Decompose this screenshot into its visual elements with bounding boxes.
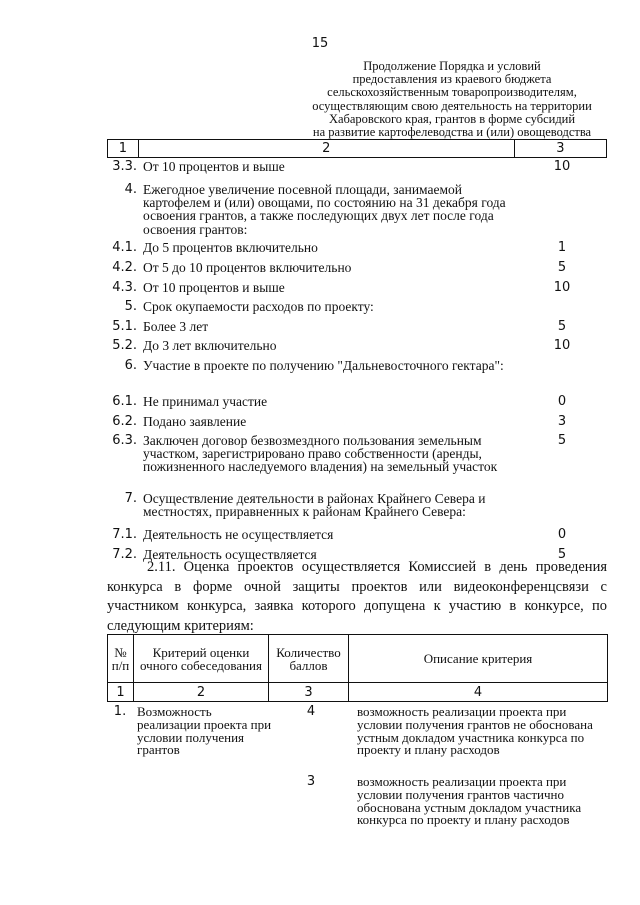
table-row — [107, 241, 607, 261]
header-line: на развитие картофелеводства и (или) овощеводства — [312, 125, 592, 140]
row-text: От 10 процентов и выше — [143, 159, 285, 174]
row-text: Срок окупаемости расходов по проекту: — [143, 299, 374, 314]
header-line: сельскохозяйственным товаропроизводителям, — [327, 85, 577, 100]
column-number: 3 — [269, 683, 349, 702]
row-text: От 5 до 10 процентов включительно — [143, 260, 352, 275]
header-cell-description: Описание критерия — [349, 635, 608, 683]
row-score: 3 — [306, 774, 316, 789]
row-score: 10 — [553, 159, 571, 174]
row-text: Более 3 лет — [143, 319, 209, 334]
table-row — [107, 339, 607, 359]
row-number: 5.2. — [112, 338, 137, 353]
header-line: Хабаровского края, грантов в форме субсидий — [328, 111, 576, 126]
row-number: 7.1. — [112, 527, 137, 542]
row-text: Подано заявление — [143, 414, 247, 429]
row-number: 6.3. — [112, 433, 137, 448]
row-text: Участие в проекте по получению "Дальневосточного гектара": — [143, 358, 504, 373]
row-score: 0 — [557, 394, 567, 409]
row-number: 3.3. — [112, 159, 137, 174]
row-score: 5 — [557, 260, 567, 275]
column-number: 3 — [514, 140, 606, 158]
header-line: осуществляющим свою деятельность на территории — [312, 98, 592, 113]
interview-criteria-table-header — [107, 634, 608, 702]
row-number: 7.2. — [112, 547, 137, 562]
table-row — [107, 776, 607, 827]
row-description: возможность реализации проекта при условии получения грантов не обоснована устным докладом участника конкурса по проекту и плану расходов — [357, 704, 593, 758]
row-text: Деятельность осуществляется — [143, 547, 317, 562]
header-line: Продолжение Порядка и условий — [363, 59, 541, 73]
paragraph-2-11: 2.11. Оценка проектов осуществляется Комиссией в день проведения конкурса в форме очной защиты проектов или видеоконференцсвязи с участником конкурса, заявка которого допущена к участию в конкурсе, по следующим критериям: — [107, 559, 607, 634]
table-row — [107, 359, 607, 391]
row-number: 4. — [124, 182, 137, 197]
row-text: Осуществление деятельности в районах Крайнего Севера и местностях, приравненных к районам Крайнего Севера: — [143, 491, 486, 520]
table-row — [107, 524, 607, 548]
row-text: От 10 процентов и выше — [143, 280, 285, 295]
row-score: 1 — [557, 240, 567, 255]
header-line: предоставления из краевого бюджета — [352, 72, 552, 87]
header-cell-score: Количество баллов — [269, 635, 349, 683]
table-row — [107, 320, 607, 339]
column-number: 1 — [108, 140, 139, 158]
row-score: 5 — [557, 433, 567, 448]
row-number: 1. — [113, 704, 127, 719]
header-cell-criterion: Критерий оценки очного собеседования — [134, 635, 269, 683]
row-number: 4.1. — [112, 240, 137, 255]
table-row — [107, 706, 607, 776]
continuation-header — [302, 60, 602, 139]
row-text: До 3 лет включительно — [143, 338, 277, 353]
row-score: 5 — [557, 547, 567, 562]
criteria-table-body — [107, 160, 607, 568]
row-number: 5. — [124, 299, 137, 314]
row-number: 6.1. — [112, 394, 137, 409]
row-number: 5.1. — [112, 319, 137, 334]
row-description: возможность реализации проекта при условии получения грантов частично обоснована устным докладом участника конкурса по проекту и плану расходов — [357, 774, 582, 828]
row-score: 10 — [553, 338, 571, 353]
row-text: Не принимал участие — [143, 394, 268, 409]
table-row — [107, 160, 607, 179]
table-row — [107, 391, 607, 415]
row-text: До 5 процентов включительно — [143, 240, 318, 255]
table-row — [107, 415, 607, 434]
row-score: 0 — [557, 527, 567, 542]
row-text: Заключен договор безвозмездного пользования земельным участком, зарегистрировано право собственности (аренды, пожизненного наследуемого владения) на земельный участок — [143, 433, 498, 475]
header-cell-number: № п/п — [108, 635, 134, 683]
row-number: 6. — [124, 358, 137, 373]
row-number: 4.2. — [112, 260, 137, 275]
criteria-table-header — [107, 139, 607, 158]
interview-criteria-table-body — [107, 706, 607, 827]
row-text: Ежегодное увеличение посевной площади, занимаемой картофелем и (или) овощами, по состоянию на 31 декабря года освоения грантов, а также последующих двух лет после года освоения грантов: — [143, 182, 506, 237]
row-score: 4 — [306, 704, 316, 719]
column-number: 2 — [134, 683, 269, 702]
column-number: 4 — [349, 683, 608, 702]
table-row — [107, 179, 607, 241]
table-row — [107, 492, 607, 524]
table-row — [107, 261, 607, 281]
row-number: 4.3. — [112, 280, 137, 295]
row-number: 6.2. — [112, 414, 137, 429]
row-number: 7. — [124, 491, 137, 506]
table-row — [107, 300, 607, 320]
column-number: 2 — [138, 140, 514, 158]
column-number: 1 — [108, 683, 134, 702]
table-row — [107, 281, 607, 300]
row-criterion: Возможность реализации проекта при условии получения грантов — [137, 704, 272, 758]
table-row — [107, 434, 607, 492]
row-score: 3 — [557, 414, 567, 429]
row-score: 5 — [557, 319, 567, 334]
row-score: 10 — [553, 280, 571, 295]
page-number: 15 — [311, 36, 329, 51]
row-text: Деятельность не осуществляется — [143, 527, 334, 542]
